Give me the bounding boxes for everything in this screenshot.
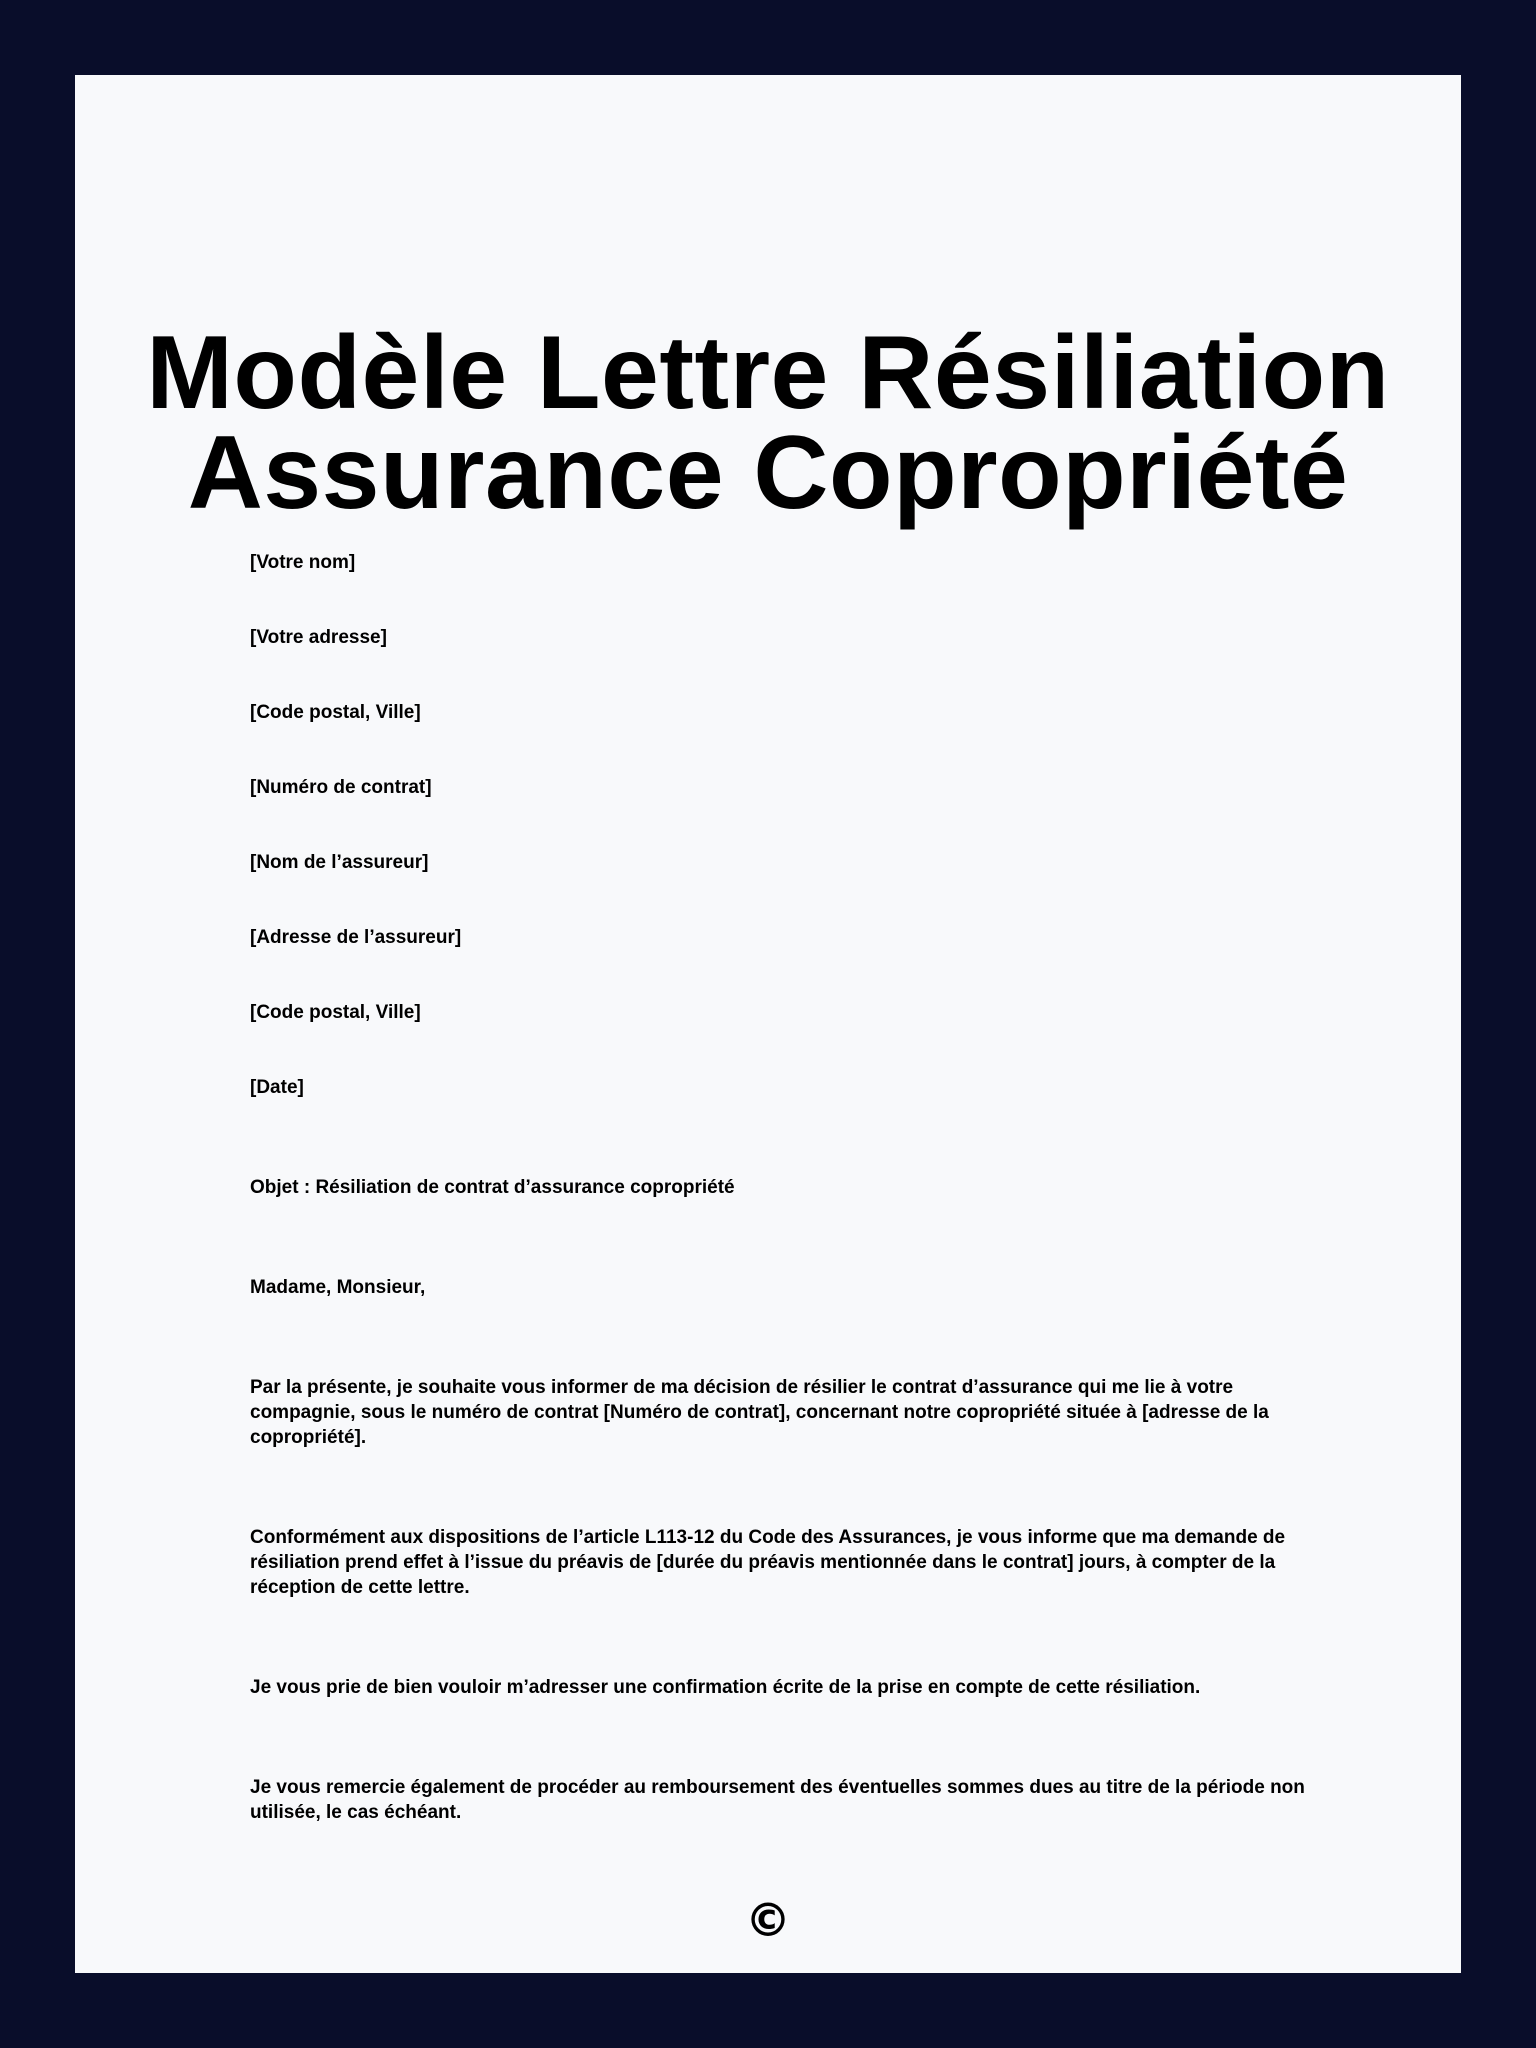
title-line-2: Assurance Copropriété xyxy=(187,415,1349,531)
paragraph-3: Je vous prie de bien vouloir m’adresser une confirmation écrite de la prise en compte de cette résiliation. xyxy=(250,1677,1201,1698)
document-page xyxy=(75,75,1461,1973)
sender-name: [Votre nom] xyxy=(250,552,356,573)
insurer-postal-city: [Code postal, Ville] xyxy=(250,1002,421,1023)
copyright-icon: © xyxy=(745,1893,791,1947)
title-line-1: Modèle Lettre Résiliation xyxy=(146,315,1390,431)
sender-address: [Votre adresse] xyxy=(250,627,387,648)
insurer-address: [Adresse de l’assureur] xyxy=(250,927,462,948)
sender-postal-city: [Code postal, Ville] xyxy=(250,702,421,723)
paragraph-4: Je vous remercie également de procéder au remboursement des éventuelles sommes dues au titre de la période non utilisée, le cas échéant. xyxy=(250,1777,1305,1823)
salutation: Madame, Monsieur, xyxy=(250,1277,426,1298)
insurer-name: [Nom de l’assureur] xyxy=(250,852,429,873)
page-title xyxy=(75,315,1461,531)
paragraph-1: Par la présente, je souhaite vous informer de ma décision de résilier le contrat d’assurance qui me lie à votre compagnie, sous le numéro de contrat [Numéro de contrat], concernant notre copropriété située à [adresse de la copropriété]. xyxy=(250,1377,1269,1448)
letter-subject: Objet : Résiliation de contrat d’assurance copropriété xyxy=(250,1177,735,1198)
paragraph-2: Conformément aux dispositions de l’article L113-12 du Code des Assurances, je vous informe que ma demande de résiliation prend effet à l’issue du préavis de [durée du préavis mentionnée dans le contrat] jours, à compter de la réception de cette lettre. xyxy=(250,1527,1286,1598)
letter-date: [Date] xyxy=(250,1077,304,1098)
contract-number: [Numéro de contrat] xyxy=(250,777,432,798)
